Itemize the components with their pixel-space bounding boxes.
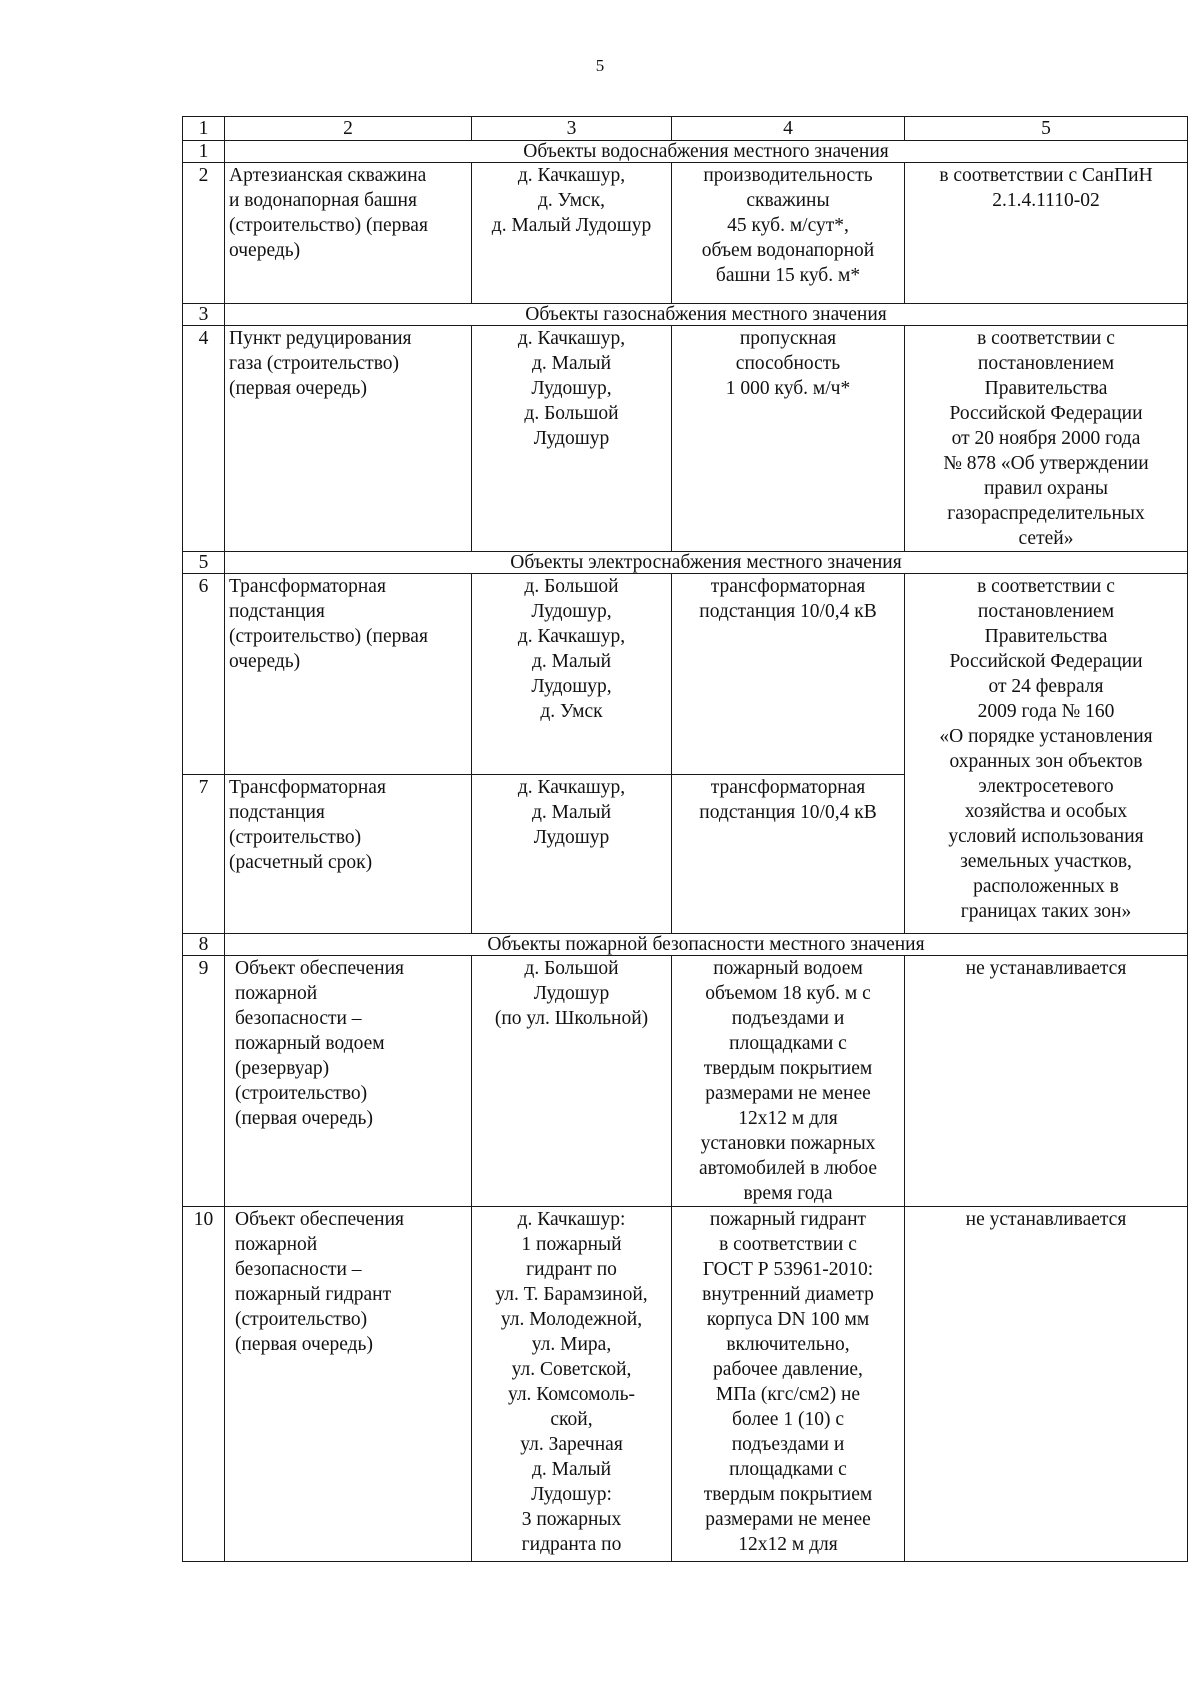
section-number: 3 bbox=[183, 304, 225, 326]
object-zone: не устанавливается bbox=[905, 1207, 1188, 1562]
row-number: 10 bbox=[183, 1207, 225, 1562]
section-title: Объекты электроснабжения местного значения bbox=[225, 552, 1188, 574]
header-cell: 3 bbox=[472, 117, 672, 141]
header-cell: 5 bbox=[905, 117, 1188, 141]
object-zone: в соответствии с постановлением Правительства Российской Федерации от 20 ноября 2000 года № 878 «Об утверждении правил охраны газораспределительных сетей» bbox=[905, 326, 1188, 552]
object-name: Пункт редуцирования газа (строительство) (первая очередь) bbox=[225, 326, 472, 552]
object-characteristics: трансформаторная подстанция 10/0,4 кВ bbox=[672, 574, 905, 775]
object-name: Артезианская скважина и водонапорная башня (строительство) (первая очередь) bbox=[225, 163, 472, 304]
object-characteristics: производительность скважины 45 куб. м/сут*, объем водонапорной башни 15 куб. м* bbox=[672, 163, 905, 304]
object-zone: в соответствии с СанПиН 2.1.4.1110-02 bbox=[905, 163, 1188, 304]
row-number: 2 bbox=[183, 163, 225, 304]
row-number: 9 bbox=[183, 956, 225, 1207]
object-zone-shared: в соответствии с постановлением Правительства Российской Федерации от 24 февраля 2009 года № 160 «О порядке установления охранных зон объектов электросетевого хозяйства и особых условий использования земельных участков, расположенных в границах таких зон» bbox=[905, 574, 1188, 934]
section-row-fire bbox=[183, 934, 1188, 956]
row-number: 6 bbox=[183, 574, 225, 775]
section-title: Объекты пожарной безопасности местного значения bbox=[225, 934, 1188, 956]
objects-table bbox=[182, 116, 1188, 1562]
section-row-electricity bbox=[183, 552, 1188, 574]
object-characteristics: пропускная способность 1 000 куб. м/ч* bbox=[672, 326, 905, 552]
section-title: Объекты газоснабжения местного значения bbox=[225, 304, 1188, 326]
table-header-row bbox=[183, 117, 1188, 141]
object-name: Трансформаторная подстанция (строительство) (первая очередь) bbox=[225, 574, 472, 775]
object-characteristics: пожарный гидрант в соответствии с ГОСТ Р 53961-2010: внутренний диаметр корпуса DN 100 мм включительно, рабочее давление, МПа (кгс/см2) не более 1 (10) с подъездами и площадками с твердым покрытием размерами не менее 12х12 м для bbox=[672, 1207, 905, 1562]
object-characteristics: трансформаторная подстанция 10/0,4 кВ bbox=[672, 775, 905, 934]
object-location: д. Большой Лудошур (по ул. Школьной) bbox=[472, 956, 672, 1207]
table-row bbox=[183, 163, 1188, 304]
section-number: 5 bbox=[183, 552, 225, 574]
object-location: д. Качкашур, д. Умск, д. Малый Лудошур bbox=[472, 163, 672, 304]
table-row bbox=[183, 1207, 1188, 1562]
section-row-water bbox=[183, 141, 1188, 163]
object-characteristics: пожарный водоем объемом 18 куб. м с подъездами и площадками с твердым покрытием размерами не менее 12х12 м для установки пожарных автомобилей в любое время года bbox=[672, 956, 905, 1207]
table-row bbox=[183, 574, 1188, 775]
object-zone: не устанавливается bbox=[905, 956, 1188, 1207]
section-title: Объекты водоснабжения местного значения bbox=[225, 141, 1188, 163]
section-number: 1 bbox=[183, 141, 225, 163]
object-location: д. Качкашур: 1 пожарный гидрант по ул. Т. Барамзиной, ул. Молодежной, ул. Мира, ул. Советской, ул. Комсомоль- ской, ул. Заречная д. Малый Лудошур: 3 пожарных гидранта по bbox=[472, 1207, 672, 1562]
object-location: д. Качкашур, д. Малый Лудошур bbox=[472, 775, 672, 934]
object-name: Объект обеспечения пожарной безопасности – пожарный водоем (резервуар) (строительство) (первая очередь) bbox=[225, 956, 472, 1207]
header-cell: 4 bbox=[672, 117, 905, 141]
header-cell: 1 bbox=[183, 117, 225, 141]
object-location: д. Качкашур, д. Малый Лудошур, д. Большой Лудошур bbox=[472, 326, 672, 552]
table-row bbox=[183, 326, 1188, 552]
object-location: д. Большой Лудошур, д. Качкашур, д. Малый Лудошур, д. Умск bbox=[472, 574, 672, 775]
row-number: 7 bbox=[183, 775, 225, 934]
header-cell: 2 bbox=[225, 117, 472, 141]
object-name: Объект обеспечения пожарной безопасности – пожарный гидрант (строительство) (первая очередь) bbox=[225, 1207, 472, 1562]
table-row bbox=[183, 956, 1188, 1207]
section-number: 8 bbox=[183, 934, 225, 956]
section-row-gas bbox=[183, 304, 1188, 326]
object-name: Трансформаторная подстанция (строительство) (расчетный срок) bbox=[225, 775, 472, 934]
row-number: 4 bbox=[183, 326, 225, 552]
page-number: 5 bbox=[595, 56, 605, 75]
